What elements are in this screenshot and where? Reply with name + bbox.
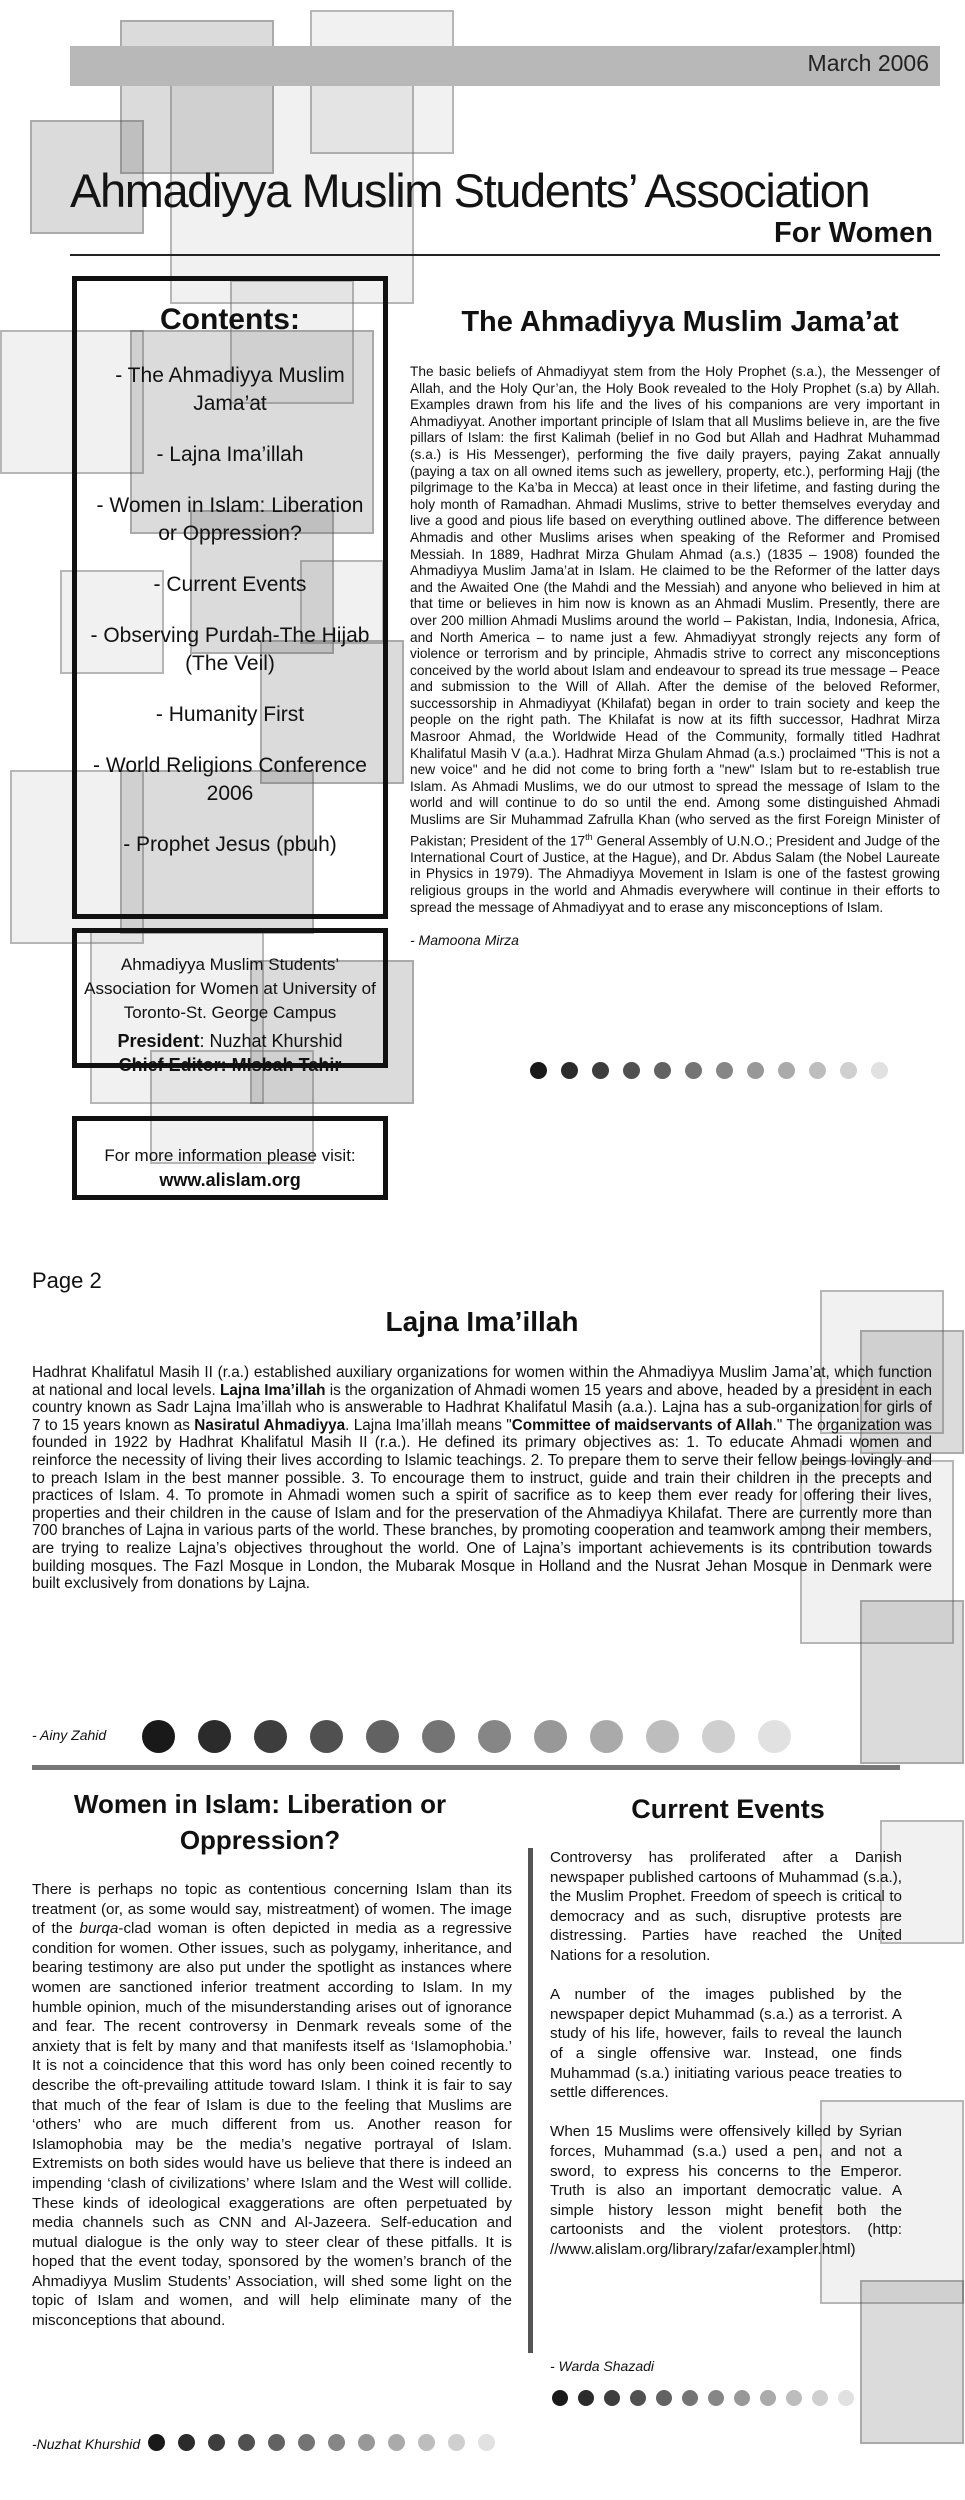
decorative-dot [871, 1062, 888, 1079]
contents-item: - Humanity First [155, 703, 305, 726]
president-line [82, 1029, 378, 1053]
decorative-dot [534, 1720, 567, 1753]
decorative-dot [298, 2434, 315, 2451]
decorative-dot [268, 2434, 285, 2451]
decorative-dot [418, 2434, 435, 2451]
decorative-dot [623, 1062, 640, 1079]
signature-row [410, 932, 940, 949]
issue-date: March 2006 [807, 50, 929, 76]
article-text: . Lajna Ima’illah means " [345, 1416, 512, 1434]
decorative-dot [592, 1062, 609, 1079]
decorative-dot [422, 1720, 455, 1753]
article-text: is the organization of Ahmadi women 15 years and above, headed by a president in each country known as Sadr Lajna Ima’illah who is answerable to Hadhrat Khalifatul Masih (a.a.). Lajna has a sub-organization for girls of 7 to 15 years known as [32, 1381, 933, 1434]
decorative-dot [478, 1720, 511, 1753]
article-text: ." The organization was founded in 1922 by Hadhrat Khalifatul Masih II (r.a.). He defined its primary objectives as: 1. To educate Ahmadi women and reinforce the necessity of living their lives according to Islamic teachings. 2. To prepare them to serve their fellow beings lovingly and to preach Islam in the best manner possible. 3. To encourage them to instruct, guide and train their children in the precepts and practices of Islam. 4. To promote in Ahmadi women such a spirit of sacrifice as to keep them ever ready for offering their lives, properties and their children in the cause of Islam and for the preservation of the Ahmadiyya Khilafat. There are currently more than 700 branches of Lajna in various parts of the world. These branches, by promoting cooperation and teamwork among their members, are trying to realize Lajna’s objectives throughout the world. One of Lajna’s important achievements is its contribution towards building mosques. The Fazl Mosque in London, the Mubarak Mosque in Holland and the Nusrat Jehan Mosque in Denmark were built exclusively from donations by Lajna. [32, 1416, 932, 1593]
contents-item: - Lajna Ima’illah [156, 443, 304, 466]
article-text: General Assembly of U.N.O.; President and Judge of the International Court of Justice, at the Hague), and Dr. Abdus Salam (the Nobel Laureate in Physics in 1979). The Ahmadiyya Movement in Islam is one of the fastest growing religious groups in the world and Ahmadis everywhere will continue in their efforts to spread the message of Ahmadiyyat and to erase any misconceptions of Islam. [410, 833, 940, 915]
decorative-dot [310, 1720, 343, 1753]
article-bold: Committee of maidservants of Allah [511, 1416, 773, 1434]
decorative-dot [758, 1720, 791, 1753]
author-signature: - Warda Shazadi [550, 2358, 655, 2374]
author-signature: - Ainy Zahid [32, 1727, 107, 1743]
info-url[interactable]: www.alislam.org [159, 1170, 301, 1190]
article-paragraph: Controversy has proliferated after a Danish newspaper published cartoons of Muhammad (s.a.), the Muslim Prophet. Freedom of speech is critical to democracy and as such, disruptive protests are distressing. Parties have reached the United Nations for a resolution. [550, 1849, 902, 1964]
decorative-dot [708, 2390, 724, 2406]
decorative-dot [254, 1720, 287, 1753]
decorative-dot [142, 1720, 175, 1753]
section-separator [32, 1765, 900, 1770]
column-bar [528, 1848, 533, 2353]
president-label: President [117, 1031, 200, 1051]
decorative-dot [734, 2390, 750, 2406]
decorative-dot [148, 2434, 165, 2451]
decorative-dot [448, 2434, 465, 2451]
decorative-dot [778, 1062, 795, 1079]
contents-item: - Observing Purdah-The Hijab (The Veil) [90, 624, 370, 675]
decorative-dot [478, 2434, 495, 2451]
decorative-dot [654, 1062, 671, 1079]
decorative-dot [561, 1062, 578, 1079]
info-label: For more information please visit: [104, 1146, 356, 1165]
decorative-dot [198, 1720, 231, 1753]
decorative-dot [702, 1720, 735, 1753]
author-signature: - Mamoona Mirza [410, 932, 519, 949]
contents-heading: Contents: [160, 303, 300, 336]
association-info [82, 953, 378, 1077]
author-signature: -Nuzhat Khurshid [32, 2436, 141, 2452]
editor-line [82, 1053, 378, 1077]
decorative-dot [530, 1062, 547, 1079]
article-text: There is perhaps no topic as contentious concerning Islam than its treatment (or, as some would say, mistreatment) of women. The image of the [32, 1881, 512, 1938]
decorative-dot [208, 2434, 225, 2451]
decorative-dot [590, 1720, 623, 1753]
article-italic: burqa [79, 1920, 119, 1938]
contents-item: - Prophet Jesus (pbuh) [123, 833, 337, 856]
decorative-dot [838, 2390, 854, 2406]
decorative-dot [685, 1062, 702, 1079]
editor-name: : MIsbah Tahir [220, 1055, 342, 1075]
header-rule [70, 254, 940, 256]
decorative-dot [358, 2434, 375, 2451]
decorative-dot [786, 2390, 802, 2406]
ordinal-suffix: th [585, 831, 593, 842]
decorative-dot [552, 2390, 568, 2406]
page-number: Page 2 [32, 1268, 102, 1293]
article-bold: Lajna Ima’illah [220, 1381, 326, 1399]
decorative-dot [809, 1062, 826, 1079]
contents-item: - The Ahmadiyya Muslim Jama’at [115, 364, 345, 415]
decorative-dot [812, 2390, 828, 2406]
decorative-dot [840, 1062, 857, 1079]
article-body [550, 1848, 902, 2279]
decorative-dot [630, 2390, 646, 2406]
decorative-dot [747, 1062, 764, 1079]
decorative-dot [238, 2434, 255, 2451]
decorative-dot [178, 2434, 195, 2451]
decorative-dot [682, 2390, 698, 2406]
article-text: Hadhrat Khalifatul Masih II (r.a.) established auxiliary organizations for women within the Ahmadiyya Muslim Jama’at, which function at national and local levels. [32, 1364, 932, 1399]
article-paragraph: When 15 Muslims were offensively killed by Syrian forces, Muhammad (s.a.) used a pen, and not a sword, to express his concerns to the Emperor. Truth is also an important democratic value. A simple history lesson might benefit both the cartoonists and the violent protestors. (http: //www.alislam.org/library/zafar/exampler.html) [550, 2123, 902, 2258]
info-text [82, 1144, 378, 1192]
contents-item: - Current Events [153, 573, 307, 596]
article-text: The basic beliefs of Ahmadiyyat stem from the Holy Prophet (s.a.), the Messenger of Allah, and the Holy Qur’an, the Holy Book revealed to the Holy Prophet (s.a) by Allah. Examples drawn from his life and the lives of his companions are very important in Ahmadiyyat. Another important principle of Islam that all Muslims believe in, are the five pillars of Islam: the first Kalimah (belief in no God but Allah and Hadhrat Muhammad (s.a.) is His Messenger), performing the five daily prayers, paying Zakat annually (paying a tax on all owned items such as jewellery, property, etc.), performing Hajj (the pilgrimage to the Ka’ba in Mecca) at least once in their lifetime, and fasting during the holy month of Ramadhan. Ahmadi Muslims, strive to better themselves everyday and live a good and pious life based on everything outlined above. The difference between Ahmadis and other Muslims arises when speaking of the Reformer and Promised Messiah. In 1889, Hadhrat Mirza Ghulam Ahmad (a.s.) (1835 – 1908) founded the Ahmadiyya Muslim Jama’at in Islam. He claimed to be the Reformer of the latter days and the Awaited One (the Mahdi and the Messiah) and anyone who believed in him at that time or believes in him now is known as an Ahmadi Muslim. Presently, there are over 200 million Ahmadi Muslims around the world – Pakistan, India, Indonesia, Africa, and North America – to name just a few. Ahmadiyyat strongly rejects any form of violence or terrorism and by principle, Ahmadis strive to correct any misconceptions conceived by the world about Islam and endeavour to spread its true message – Peace and submission to the Will of Allah. After the demise of the beloved Reformer, successorship in Ahmadiyyat (Khilafat) began in order to train society and keep the people on the right path. The Khilafat is now at its fifth successor, Hadhrat Mirza Masroor Ahmad, the Worldwide Head of the Community, formally titled Hadhrat Khalifatul Masih V (a.a.). Hadhrat Mirza Ghulam Ahmad (a.s.) proclaimed "This is not a new voice" and he did not come to bring forth a "new" Islam but to re-establish true Islam. As Ahmadi Muslims, we do our utmost to spread the message of Islam to the world and will continue to do so until the end. Among some distinguished Ahmadi Muslims are Sir Muhammad Zafrulla Khan (who served as the first Foreign Minister of Pakistan; President of the 17 [410, 364, 940, 849]
contents-list [88, 362, 372, 882]
article-title: Women in Islam: Liberation or Oppression? [73, 1789, 447, 1855]
association-name: Ahmadiyya Muslim Students’ Association for Women at University of Toronto-St. George Campus [84, 955, 376, 1022]
article-body [32, 1880, 512, 2331]
article-paragraph: A number of the images published by the newspaper depict Muhammad (s.a.) as a terrorist. A study of his life, however, fails to reveal the launch of a single offensive war. Instead, one finds Muhammad (s.a.) initiating various peace treaties to settle differences. [550, 1986, 902, 2102]
contents-item: - Women in Islam: Liberation or Oppression? [96, 494, 364, 545]
newsletter-subtitle: For Women [774, 217, 933, 249]
editor-label: Chief Editor [118, 1055, 221, 1075]
decorative-dot [604, 2390, 620, 2406]
decorative-dot [328, 2434, 345, 2451]
article-title: The Ahmadiyya Muslim Jama’at [461, 306, 899, 338]
decorative-dot [646, 1720, 679, 1753]
president-name: : Nuzhat Khurshid [199, 1031, 343, 1051]
newsletter-title: Ahmadiyya Muslim Students’ Association [70, 164, 870, 217]
article-body [410, 364, 940, 949]
decorative-dot [716, 1062, 733, 1079]
decorative-dot [578, 2390, 594, 2406]
article-bold: Nasiratul Ahmadiyya [194, 1416, 346, 1434]
article-text: -clad woman is often depicted in media as a regressive condition for women. Other issues, such as polygamy, inheritance, and bearing testimony are also put under the spotlight as instances where women are sanctioned inferior treatment according to Islam. In my humble opinion, much of the misunderstanding arises out of ignorance and fear. The recent controversy in Denmark reveals some of the anxiety that is felt by many and that manifests itself as ‘Islamophobia.’ It is not a coincidence that this word has only been coined recently to describe the oft-prevailing attitude toward Islam. I think it is fair to say that much of the fear of Islam is due to the feeling that Muslims are ‘others’ who are much different from us. Another reason for Islamophobia may be the media’s negative portrayal of Islam. Extremists on both sides would have us believe that there is indeed an impending ‘clash of civilizations’ where Islam and the West will collide. These kinds of ideological exaggerations are often perpetuated by media channels such as CNN and Al-Jazeera. Self-education and mutual dialogue is the only way to steer clear of these pitfalls. It is hoped that the event today, sponsored by the women’s branch of the Ahmadiyya Muslim Students’ Association, will shed some light on the topic of Islam and women, and will help eliminate many of the misconceptions that abound. [32, 1920, 512, 2330]
article-title: Lajna Ima’illah [385, 1306, 579, 1337]
article-body [32, 1364, 932, 1593]
contents-item: - World Religions Conference 2006 [93, 754, 367, 805]
decorative-dot [388, 2434, 405, 2451]
article-title: Current Events [631, 1794, 825, 1824]
decorative-dot [656, 2390, 672, 2406]
decorative-dot [760, 2390, 776, 2406]
decorative-dot [366, 1720, 399, 1753]
